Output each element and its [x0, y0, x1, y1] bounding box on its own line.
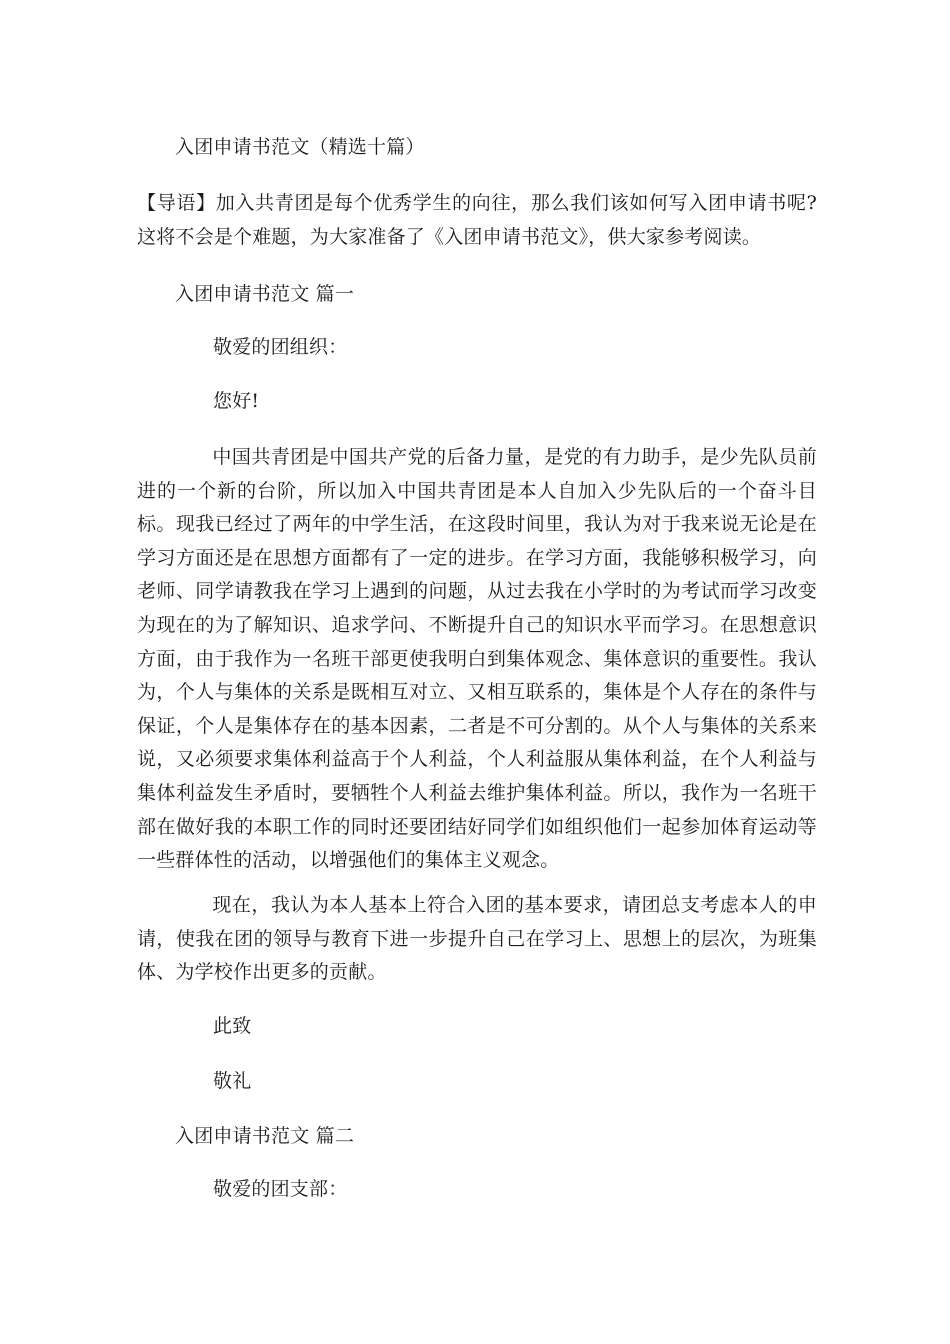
section1-greeting: 您好!: [213, 390, 260, 412]
section1-body-text-2: 现在，我认为本人基本上符合入团的基本要求，请团总支考虑本人的申请，使我在团的领导与教育下进一步提升自己在学习上、思想上的层次，为班集体、为学校作出更多的贡献。: [137, 894, 817, 984]
intro-paragraph: 【导语】加入共青团是每个优秀学生的向往，那么我们该如何写入团申请书呢?这将不会是个难题，为大家准备了《入团申请书范文》，供大家参考阅读。: [137, 192, 817, 248]
section1-heading: 入团申请书范文 篇一: [175, 283, 355, 305]
document-title: 入团申请书范文（精选十篇）: [175, 136, 425, 158]
section1-body-paragraph-1: [137, 441, 817, 878]
section1-body-paragraph-2: [137, 889, 817, 990]
section1-salutation: 敬爱的团组织：: [213, 336, 348, 358]
section1-closing-1: 此致: [213, 1015, 252, 1037]
section1-body-text-1: 中国共青团是中国共产党的后备力量，是党的有力助手，是少先队员前进的一个新的台阶，所以加入中国共青团是本人自加入少先队后的一个奋斗目标。现我已经过了两年的中学生活，在这段时间里，我认为对于我来说无论是在学习方面还是在思想方面都有了一定的进步。在学习方面，我能够积极学习，向老师、同学请教我在学习上遇到的问题，从过去我在小学时的为考试而学习改变为现在的为了解知识、追求学问、不断提升自己的知识水平而学习。在思想意识方面，由于我作为一名班干部更使我明白到集体观念、集体意识的重要性。我认为，个人与集体的关系是既相互对立、又相互联系的，集体是个人存在的条件与保证，个人是集体存在的基本因素，二者是不可分割的。从个人与集体的关系来说，又必须要求集体利益高于个人利益，个人利益服从集体利益，在个人利益与集体利益发生矛盾时，要牺牲个人利益去维护集体利益。所以，我作为一名班干部在做好我的本职工作的同时还要团结好同学们如组织他们一起参加体育运动等一些群体性的活动，以增强他们的集体主义观念。: [137, 446, 817, 872]
section2-heading: 入团申请书范文 篇二: [175, 1125, 355, 1147]
section1-closing-2: 敬礼: [213, 1070, 252, 1092]
section2-salutation: 敬爱的团支部：: [213, 1178, 348, 1200]
